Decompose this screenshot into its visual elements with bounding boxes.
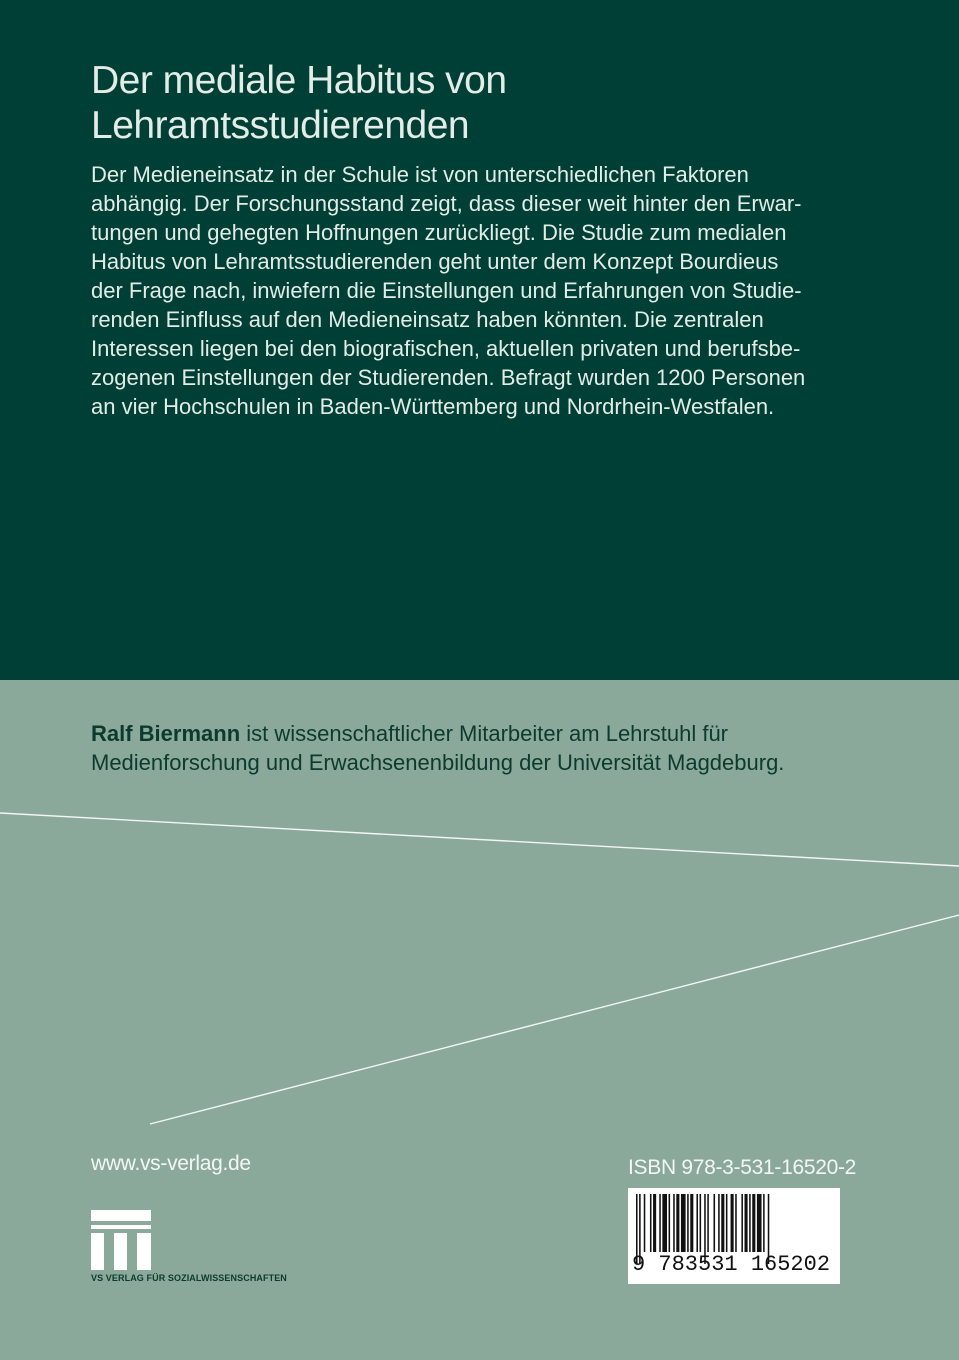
barcode-bar [735,1194,737,1252]
isbn-number: ISBN 978-3-531-16520-2 [628,1156,857,1179]
barcode-bar [659,1194,661,1252]
barcode-bar [687,1194,689,1252]
decorative-line [150,915,959,1124]
decorative-line [0,813,959,866]
abstract-line: Habitus von Lehramtsstudierenden geht unter dem Konzept Bourdieus [91,249,779,274]
vs-verlag-logo-icon [91,1210,151,1270]
barcode-bar [757,1194,762,1252]
barcode-bar [696,1194,698,1252]
barcode-bar [718,1194,720,1252]
barcode-bar [763,1194,765,1252]
barcode-bar [644,1194,646,1252]
abstract-line: renden Einfluss auf den Medieneinsatz haben könnten. Die zentralen [91,307,764,332]
barcode-bar [669,1194,671,1252]
title-line: Der mediale Habitus von [91,59,507,102]
barcode-bar [653,1194,656,1252]
barcode-bar [681,1194,686,1252]
abstract-line: zogenen Einstellungen der Studierenden. Befragt wurden 1200 Personen [91,365,806,390]
abstract-line: tungen und gehegten Hoffnungen zurückliegt. Die Studie zum medialen [91,220,787,245]
barcode-bar [673,1194,675,1252]
abstract-line: an vier Hochschulen in Baden-Württemberg und Nordrhein-Westfalen. [91,394,775,419]
title-line: Lehramtsstudierenden [91,104,470,147]
barcode-digits: 9 783531 165202 [632,1252,831,1277]
abstract-line: Der Medieneinsatz in der Schule ist von unterschiedlichen Faktoren [91,162,749,187]
barcode-bar [741,1194,743,1252]
publisher-name: VS VERLAG FÜR SOZIALWISSENSCHAFTEN [91,1273,287,1283]
bio-line: Medienforschung und Erwachsenenbildung der Universität Magdeburg. [91,750,785,775]
barcode-bar [676,1194,679,1252]
abstract-line: der Frage nach, inwiefern die Einstellungen und Erfahrungen von Studie- [91,278,802,303]
barcode-bar [700,1194,702,1252]
abstract-line: Interessen liegen bei den biografischen, aktuellen privaten und berufsbe- [91,336,801,361]
barcode-bar [707,1194,709,1252]
barcode-panel [628,1188,840,1284]
barcode-bar [745,1194,748,1252]
barcode-bar [650,1194,652,1252]
barcode-bar [731,1194,734,1252]
barcode-bar [752,1194,755,1252]
barcode-bar [662,1194,667,1252]
barcode-bar [721,1194,724,1252]
bio-line: ist wissenschaftlicher Mitarbeiter am Lehrstuhl für [240,721,729,746]
author-name: Ralf Biermann [91,721,241,746]
publisher-website: www.vs-verlag.de [91,1152,251,1175]
barcode-bar [749,1194,751,1252]
barcode-bar [690,1194,693,1252]
barcode-bar [714,1194,716,1252]
barcode-bar [726,1194,728,1252]
abstract-line: abhängig. Der Forschungsstand zeigt, dass dieser weit hinter den Erwar- [91,191,802,216]
